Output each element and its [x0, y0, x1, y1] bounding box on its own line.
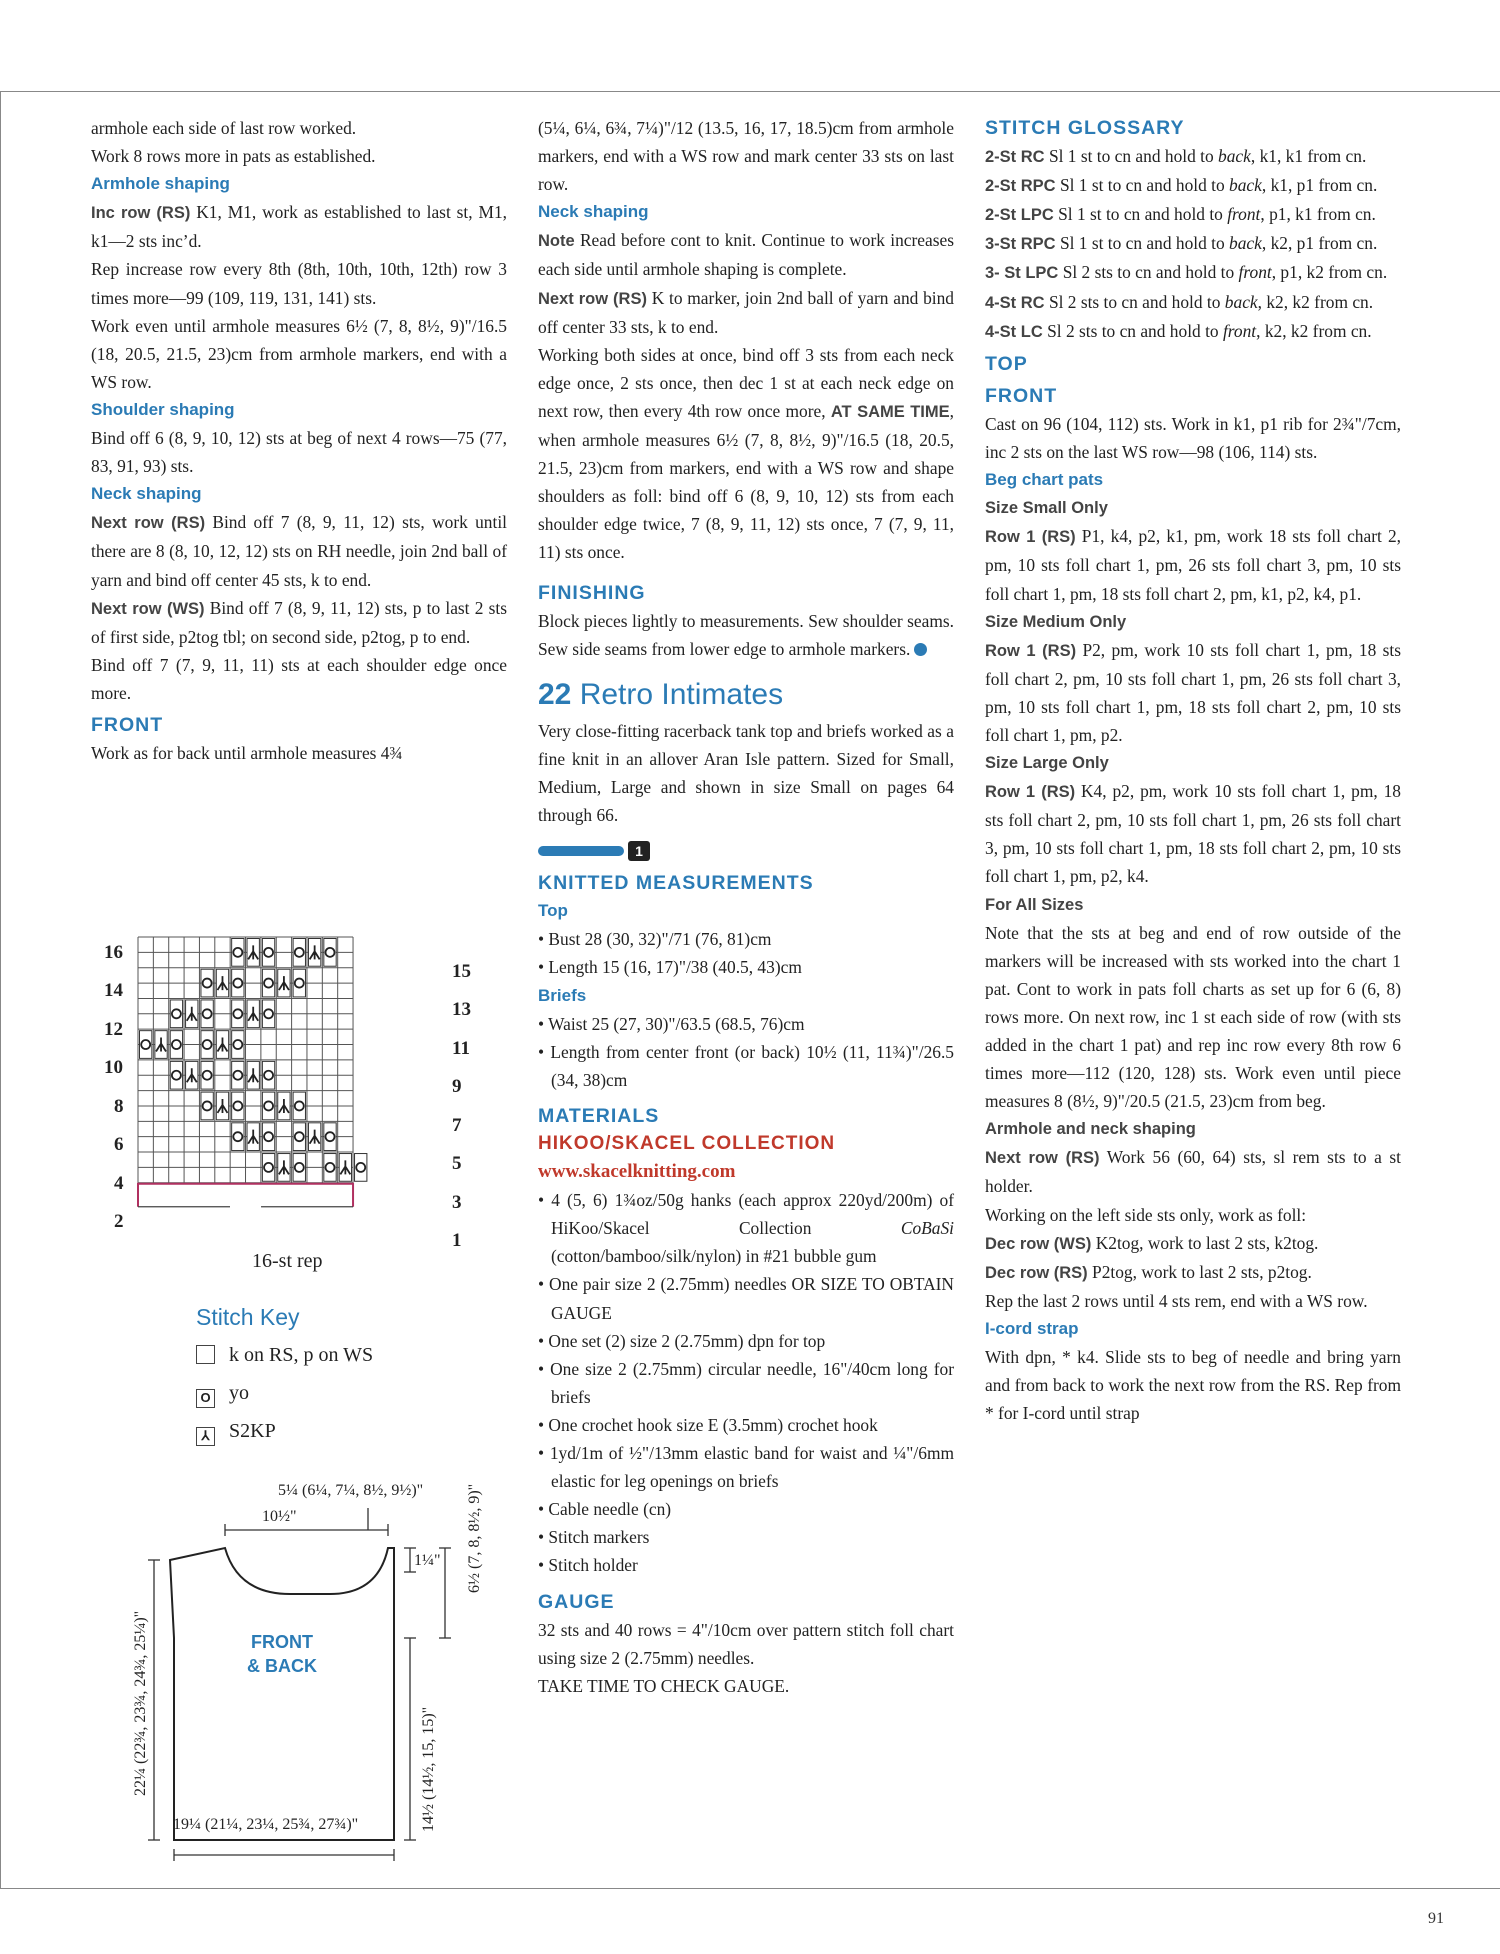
glossary-entry	[985, 229, 1401, 258]
subheading-armhole-shaping: Armhole shaping	[91, 174, 230, 194]
brand-url[interactable]: www.skacelknitting.com	[538, 1161, 736, 1183]
glossary-abbr: 4-St LC	[985, 322, 1043, 341]
list-item: • Cable needle (cn)	[538, 1499, 672, 1520]
subheading-icord-strap: I-cord strap	[985, 1318, 1079, 1338]
glossary-direction: back	[1229, 233, 1262, 254]
subheading-size-small: Size Small Only	[985, 499, 1108, 518]
schematic-side-length: 14½ (14½, 15, 15)"	[420, 1706, 437, 1832]
s2kp-icon	[279, 976, 289, 990]
yarn-over-stitch	[355, 1154, 367, 1182]
frame-bottom-rule	[0, 1888, 1500, 1889]
pattern-intro: Very close-fitting racerback tank top and briefs worked as a fine knit in an allover Aran Isle pattern. Sized for Small, Medium, Large and shown in size Small on pages 64 through 66.	[538, 720, 954, 826]
end-dot-icon	[914, 643, 927, 656]
row-text: K2tog, work to last 2 sts, k2tog.	[1091, 1232, 1319, 1253]
s2kp-stitch	[308, 939, 320, 967]
schematic-center-line: FRONT	[251, 1632, 313, 1652]
material-text: • 4 (5, 6) 1¾oz/50g hanks (each approx 220yd/200m) of HiKoo/Skacel Collection	[538, 1190, 954, 1239]
s2kp-stitch	[278, 1154, 290, 1182]
section-heading-front: FRONT	[91, 713, 164, 736]
glossary-text: , k2, p1 from cn.	[1261, 233, 1378, 254]
s2kp-icon	[248, 945, 258, 959]
subheading-beg-chart: Beg chart pats	[985, 470, 1104, 490]
key-label: k on RS, p on WS	[229, 1344, 374, 1366]
glossary-text: , k1, k1 from cn.	[1250, 146, 1367, 167]
yarn-over-icon	[233, 979, 242, 988]
yarn-over-stitch	[293, 1123, 305, 1151]
row-label: Next row (WS)	[91, 599, 205, 618]
s2kp-stitch	[186, 1000, 198, 1028]
yarn-over-icon	[295, 948, 304, 957]
schematic-bottom-width: 19¼ (21¼, 23¼, 25¾, 27¾)"	[173, 1816, 359, 1833]
pattern-title	[538, 677, 954, 713]
glossary-direction: back	[1218, 146, 1251, 167]
yarn-over-stitch	[201, 1092, 213, 1120]
yarn-over-stitch	[262, 1154, 274, 1182]
yarn-over-icon	[264, 1101, 273, 1110]
yarn-over-stitch	[262, 939, 274, 967]
glossary-text: , p1, k1 from cn.	[1260, 204, 1376, 225]
note-text: Read before cont to knit. Continue to work increases each side until armhole shaping is complete.	[538, 230, 954, 280]
yarn-over-stitch	[262, 969, 274, 997]
s2kp-stitch	[155, 1031, 167, 1059]
glossary-text: Sl 1 st to cn and hold to	[1044, 146, 1219, 167]
s2kp-stitch	[216, 1092, 228, 1120]
yarn-over-stitch	[324, 939, 336, 967]
section-heading-materials: MATERIALS	[538, 1104, 660, 1127]
page-number: 91	[1428, 1910, 1444, 1927]
yarn-over-icon	[172, 1009, 181, 1018]
glossary-text: Sl 1 st to cn and hold to	[1055, 175, 1230, 196]
row-label: Inc row (RS)	[91, 204, 191, 223]
row-number: 16	[104, 942, 123, 963]
schematic-outline	[170, 1548, 394, 1840]
subheading-top: Top	[538, 901, 568, 921]
text-paragraph: Rep the last 2 rows until 4 sts rem, end with a WS row.	[985, 1290, 1368, 1311]
column-left	[91, 114, 507, 767]
text-paragraph	[985, 777, 1401, 890]
s2kp-icon	[310, 1130, 320, 1144]
key-item-yo	[196, 1382, 249, 1408]
yarn-over-stitch	[201, 1061, 213, 1089]
row-text: P2, pm, work 10 sts foll chart 1, pm, 18 sts foll chart 2, pm, 10 sts foll chart 1, pm, 26 sts foll chart 3, pm, 10 sts foll chart 1, pm, 18 sts foll chart 2, pm, 10 sts foll chart 1, pm, p2.	[985, 639, 1401, 745]
text-paragraph	[985, 522, 1401, 607]
glossary-text: , k1, p1 from cn.	[1261, 175, 1378, 196]
row-label: Next row (RS)	[91, 514, 206, 533]
glossary-direction: back	[1229, 175, 1262, 196]
row-number: 7	[452, 1115, 462, 1136]
yarn-over-icon	[326, 1132, 335, 1141]
text-paragraph: Work even until armhole measures 6½ (7, 8, 8½, 9)"/16.5 (18, 20.5, 21.5, 23)cm from armhole markers, end with a WS row.	[91, 315, 507, 392]
glossary-text: , k2, k2 from cn.	[1257, 291, 1374, 312]
yarn-over-icon	[264, 1009, 273, 1018]
s2kp-icon	[340, 1160, 350, 1174]
schematic-neck-width: 10½"	[262, 1508, 297, 1525]
list-item: • Stitch markers	[538, 1527, 650, 1548]
text-paragraph	[91, 594, 507, 651]
knit-square-icon	[196, 1345, 215, 1364]
text-paragraph	[91, 508, 507, 593]
yarn-over-stitch	[324, 1123, 336, 1151]
yarn-over-icon	[233, 1009, 242, 1018]
s2kp-icon	[248, 1007, 258, 1021]
glossary-text: Sl 2 sts to cn and hold to	[1058, 262, 1239, 283]
yarn-over-stitch	[293, 939, 305, 967]
yarn-over-icon	[141, 1040, 150, 1049]
text-paragraph: (5¼, 6¼, 6¾, 7¼)"/12 (13.5, 16, 17, 18.5)cm from armhole markers, end with a WS row and mark center 33 sts on last row.	[538, 118, 954, 195]
subheading-briefs: Briefs	[538, 985, 587, 1005]
row-label: Row 1 (RS)	[985, 641, 1077, 660]
yarn-over-icon	[233, 1071, 242, 1080]
row-number: 5	[452, 1153, 462, 1174]
yarn-over-icon	[295, 1132, 304, 1141]
row-number: 2	[114, 1211, 124, 1232]
text-paragraph	[538, 607, 954, 663]
row-number: 11	[452, 1038, 470, 1059]
pattern-number: 22	[538, 677, 572, 711]
yarn-over-stitch	[170, 1031, 182, 1059]
s2kp-stitch	[247, 1061, 259, 1089]
glossary-text: Sl 2 sts to cn and hold to	[1042, 320, 1223, 341]
glossary-text: , k2, k2 from cn.	[1256, 320, 1372, 341]
row-label: Dec row (RS)	[985, 1263, 1088, 1282]
subheading-neck-shaping: Neck shaping	[91, 484, 202, 504]
row-label: Row 1 (RS)	[985, 528, 1076, 547]
key-label: S2KP	[229, 1420, 276, 1442]
row-text: P1, k4, p2, k1, pm, work 18 sts foll chart 2, pm, 10 sts foll chart 1, pm, 26 sts foll chart 3, pm, 10 sts foll chart 1, pm, 18 sts foll chart 2, pm, k1, p2, k4, p1.	[985, 526, 1401, 604]
finishing-text: Block pieces lightly to measurements. Sew shoulder seams. Sew side seams from lower edge to armhole markers.	[538, 610, 954, 659]
dimension-lines	[148, 1508, 451, 1861]
yarn-over-icon	[295, 979, 304, 988]
chart-repeat-label: 16-st rep	[252, 1250, 323, 1272]
row-label: Next row (RS)	[985, 1149, 1100, 1168]
text-paragraph: Working on the left side sts only, work as foll:	[985, 1204, 1307, 1225]
list-item: • One crochet hook size E (3.5mm) crochet hook	[538, 1414, 878, 1435]
s2kp-icon	[217, 1099, 227, 1113]
list-item: • Length from center front (or back) 10½ (11, 11¾)"/26.5 (34, 38)cm	[538, 1041, 954, 1090]
yarn-over-icon: O	[196, 1389, 215, 1408]
text-paragraph: armhole each side of last row worked.	[91, 118, 357, 138]
s2kp-icon	[248, 1068, 258, 1082]
glossary-abbr: 2-St RC	[985, 148, 1045, 167]
section-heading-front: FRONT	[985, 384, 1058, 407]
row-number: 15	[452, 961, 471, 982]
s2kp-icon	[279, 1160, 289, 1174]
s2kp-icon	[187, 1007, 197, 1021]
row-number: 10	[104, 1057, 123, 1078]
row-label: Next row (RS)	[538, 289, 647, 308]
text-paragraph	[985, 1258, 1401, 1287]
glossary-text: Sl 1 st to cn and hold to	[1053, 204, 1228, 225]
schematic-armhole-depth: 6½ (7, 8, 8½, 9)"	[466, 1483, 483, 1593]
list-item: • Length 15 (16, 17)"/38 (40.5, 43)cm	[538, 957, 802, 978]
s2kp-stitch	[247, 1000, 259, 1028]
text-paragraph: Work as for back until armhole measures 4¾	[91, 743, 403, 764]
row-label: Row 1 (RS)	[985, 783, 1076, 802]
s2kp-stitch	[247, 1123, 259, 1151]
yarn-over-stitch	[201, 1000, 213, 1028]
yarn-over-icon	[264, 1071, 273, 1080]
list-item: • One set (2) size 2 (2.75mm) dpn for top	[538, 1330, 826, 1351]
s2kp-icon	[279, 1099, 289, 1113]
glossary-direction: back	[1224, 291, 1258, 312]
emphasis-at-same-time: AT SAME TIME	[830, 402, 950, 421]
row-text: P2tog, work to last 2 sts, p2tog.	[1087, 1261, 1312, 1282]
text-paragraph: Rep increase row every 8th (8th, 10th, 10th, 12th) row 3 times more—99 (109, 119, 131, 141) sts.	[91, 259, 507, 308]
row-number: 8	[114, 1096, 124, 1117]
text-paragraph: With dpn, * k4. Slide sts to beg of needle and bring yarn and from back to work the next row from the RS. Rep from * for I-cord until strap	[985, 1347, 1401, 1424]
yarn-over-icon	[203, 1009, 212, 1018]
s2kp-stitch	[278, 1092, 290, 1120]
text-paragraph: Cast on 96 (104, 112) sts. Work in k1, p1 rib for 2¾"/7cm, inc 2 sts on the last WS row—98 (106, 114) sts.	[985, 413, 1401, 463]
yarn-over-stitch	[262, 1061, 274, 1089]
glossary-entry	[985, 288, 1401, 317]
glossary-text: Sl 2 sts to cn and hold to	[1044, 291, 1225, 312]
section-heading-measurements: KNITTED MEASUREMENTS	[538, 872, 814, 895]
yarn-over-icon	[233, 1101, 242, 1110]
s2kp-icon	[217, 1038, 227, 1052]
schematic-total-length: 22¼ (22¾, 23¾, 24¾, 25¼)"	[132, 1610, 149, 1796]
list-item: • Stitch holder	[538, 1555, 638, 1576]
row-number: 13	[452, 999, 471, 1020]
yarn-over-stitch	[293, 1092, 305, 1120]
skill-level	[538, 835, 954, 860]
row-text: Bind off 7 (8, 9, 11, 12) sts, work until there are 8 (8, 10, 12, 12) sts on RH needle, join 2nd ball of yarn and bind off center 45 sts, k to end.	[91, 512, 507, 590]
s2kp-icon	[310, 945, 320, 959]
yarn-over-icon	[233, 1040, 242, 1049]
schematic-shoulder-drop: 1¼"	[414, 1552, 441, 1569]
stitch-glossary	[985, 142, 1401, 346]
subheading-size-large: Size Large Only	[985, 754, 1109, 773]
column-right	[985, 114, 1401, 1427]
yarn-over-icon	[264, 1163, 273, 1172]
list-item: • Waist 25 (27, 30)"/63.5 (68.5, 76)cm	[538, 1013, 805, 1034]
text-paragraph	[538, 341, 954, 567]
row-number: 3	[452, 1192, 462, 1213]
list-item	[538, 1186, 954, 1270]
stitch-key-title: Stitch Key	[196, 1304, 300, 1330]
yarn-over-stitch	[232, 969, 244, 997]
s2kp-stitch	[308, 1123, 320, 1151]
glossary-abbr: 3- St LPC	[985, 264, 1059, 283]
yarn-over-icon	[295, 1101, 304, 1110]
subheading-shoulder-shaping: Shoulder shaping	[91, 399, 235, 419]
yarn-over-icon	[203, 1101, 212, 1110]
yarn-over-icon	[203, 1040, 212, 1049]
subheading-size-medium: Size Medium Only	[985, 612, 1127, 631]
yarn-over-stitch	[232, 1061, 244, 1089]
row-text: K to marker, join 2nd ball of yarn and bind off center 33 sts, k to end.	[538, 287, 954, 337]
yarn-over-stitch	[232, 1000, 244, 1028]
s2kp-icon	[156, 1038, 166, 1052]
pattern-name: Retro Intimates	[571, 677, 784, 711]
skill-badge: 1	[628, 841, 650, 861]
glossary-entry	[985, 258, 1401, 287]
glossary-abbr: 3-St RPC	[985, 235, 1056, 254]
glossary-entry	[985, 171, 1401, 200]
frame-left-rule	[0, 91, 1, 1889]
schematic-center-line: & BACK	[247, 1656, 317, 1676]
section-heading-gauge: GAUGE	[538, 1590, 615, 1613]
row-number: 1	[452, 1230, 462, 1251]
text-paragraph	[985, 1229, 1401, 1258]
text-paragraph	[538, 226, 954, 283]
column-middle	[538, 114, 954, 1700]
row-text: Bind off 7 (8, 9, 11, 12) sts, p to last 2 sts of first side, p2tog tbl; on second side, p2tog, p to end.	[91, 597, 507, 647]
yarn-over-stitch	[140, 1031, 152, 1059]
row-label: Dec row (WS)	[985, 1234, 1092, 1253]
yarn-over-stitch	[201, 969, 213, 997]
text-paragraph: Work 8 rows more in pats as established.	[91, 146, 376, 167]
glossary-direction: front	[1222, 320, 1257, 341]
yarn-over-icon	[295, 1163, 304, 1172]
schematic-top-width: 5¼ (6¼, 7¼, 8½, 9½)"	[278, 1482, 424, 1499]
yarn-over-stitch	[262, 1092, 274, 1120]
yarn-over-icon	[172, 1071, 181, 1080]
key-item-knit	[196, 1344, 373, 1367]
glossary-direction: front	[1238, 262, 1272, 283]
list-item: • One size 2 (2.75mm) circular needle, 16"/40cm long for briefs	[538, 1358, 954, 1407]
s2kp-stitch	[216, 1031, 228, 1059]
row-number: 12	[104, 1019, 123, 1040]
glossary-abbr: 2-St RPC	[985, 177, 1056, 196]
row-number: 4	[114, 1173, 124, 1194]
yarn-over-icon	[203, 979, 212, 988]
frame-top-rule	[0, 91, 1500, 92]
text-paragraph	[91, 198, 507, 255]
section-heading-stitch-glossary: STITCH GLOSSARY	[985, 117, 1185, 139]
section-heading-top: TOP	[985, 352, 1028, 375]
row-number: 6	[114, 1134, 124, 1155]
text-paragraph: Bind off 6 (8, 9, 10, 12) sts at beg of next 4 rows—75 (77, 83, 91, 93) sts.	[91, 428, 507, 477]
list-item: • 1yd/1m of ½"/13mm elastic band for waist and ¼"/6mm elastic for leg openings on briefs	[538, 1443, 954, 1492]
chart-repeat-bracket	[138, 1183, 353, 1185]
schematic-center-label	[230, 1630, 334, 1678]
yarn-over-stitch	[232, 1031, 244, 1059]
text-paragraph: Note that the sts at beg and end of row outside of the markers will be increased with sts worked into the chart 1 pat. Cont to work in pats foll charts as set up for 6 (6, 8) rows more. On next row, inc 1 st each side of row (with sts added in the chart 1 pat) and rep inc row every 8th row 6 times more—112 (120, 128) sts. Work even until piece measures 8 (8½, 9)"/20.5 (21.5, 23)cm from beg.	[985, 922, 1401, 1112]
row-number: 14	[104, 980, 123, 1001]
glossary-entry	[985, 200, 1401, 229]
yarn-over-icon	[356, 1163, 365, 1172]
yarn-rest: (cotton/bamboo/silk/nylon) in #21 bubble gum	[551, 1246, 877, 1267]
yarn-over-icon	[233, 1132, 242, 1141]
yarn-over-stitch	[262, 1123, 274, 1151]
yarn-over-icon	[326, 1163, 335, 1172]
yarn-over-stitch	[262, 1000, 274, 1028]
key-label: yo	[229, 1382, 249, 1404]
yarn-over-stitch	[293, 1154, 305, 1182]
s2kp-icon	[248, 1130, 258, 1144]
yarn-over-icon	[203, 1071, 212, 1080]
glossary-abbr: 4-St RC	[985, 293, 1045, 312]
yarn-over-stitch	[293, 969, 305, 997]
subheading-all-sizes: For All Sizes	[985, 895, 1084, 914]
subheading-neck-shaping: Neck shaping	[538, 202, 649, 222]
row-text: K1, M1, work as established to last st, M1, k1—2 sts inc’d.	[91, 202, 507, 252]
yarn-over-stitch	[324, 1154, 336, 1182]
glossary-entry	[985, 142, 1401, 171]
row-text: , when armhole measures 6½ (7, 8, 8½, 9)"/16.5 (18, 20.5, 21.5, 23)cm from markers, end with a WS row and shape shoulders as foll: bind off 6 (8, 9, 10, 12) sts from each shoulder edge twice, 7 (8, 9, 11, 12) sts once, 7 (7, 9, 11, 11) sts once.	[538, 400, 954, 563]
note-label: Note	[538, 232, 575, 251]
text-paragraph	[985, 1143, 1401, 1200]
yarn-over-icon	[326, 948, 335, 957]
s2kp-stitch	[186, 1061, 198, 1089]
key-item-s2kp	[196, 1420, 276, 1446]
list-item: • Bust 28 (30, 32)"/71 (76, 81)cm	[538, 929, 772, 950]
brand-name: HIKOO/SKACEL COLLECTION	[538, 1133, 836, 1154]
yarn-over-stitch	[170, 1000, 182, 1028]
s2kp-icon	[217, 976, 227, 990]
yarn-over-stitch	[170, 1061, 182, 1089]
section-heading-finishing: FINISHING	[538, 581, 646, 604]
text-paragraph	[985, 636, 1401, 749]
yarn-over-icon	[264, 1132, 273, 1141]
row-text: Work 56 (60, 64) sts, sl rem sts to a st holder.	[985, 1147, 1401, 1197]
s2kp-icon: ⅄	[196, 1427, 215, 1446]
s2kp-stitch	[278, 969, 290, 997]
glossary-text: Sl 1 st to cn and hold to	[1055, 233, 1230, 254]
yarn-over-stitch	[201, 1031, 213, 1059]
subheading-armhole-neck: Armhole and neck shaping	[985, 1120, 1196, 1139]
s2kp-stitch	[339, 1154, 351, 1182]
glossary-abbr: 2-St LPC	[985, 206, 1054, 225]
s2kp-icon	[187, 1068, 197, 1082]
yarn-over-icon	[264, 979, 273, 988]
yarn-over-icon	[264, 948, 273, 957]
yarn-name: CoBaSi	[900, 1218, 954, 1239]
glossary-entry	[985, 317, 1401, 346]
yarn-over-stitch	[232, 1092, 244, 1120]
s2kp-stitch	[247, 939, 259, 967]
text-paragraph	[538, 284, 954, 341]
yarn-over-icon	[172, 1040, 181, 1049]
text-paragraph: 32 sts and 40 rows = 4"/10cm over pattern stitch foll chart using size 2 (2.75mm) needles.	[538, 1619, 954, 1668]
row-text: Working both sides at once, bind off 3 sts from each neck edge once, 2 sts once, then dec 1 st at each neck edge on next row, then every 4th row once more,	[538, 344, 954, 421]
s2kp-stitch	[216, 969, 228, 997]
text-paragraph: TAKE TIME TO CHECK GAUGE.	[538, 1675, 790, 1696]
yarn-over-stitch	[232, 939, 244, 967]
list-item: • One pair size 2 (2.75mm) needles OR SIZE TO OBTAIN GAUGE	[538, 1274, 954, 1323]
text-paragraph: Bind off 7 (7, 9, 11, 11) sts at each shoulder edge once more.	[91, 654, 507, 703]
skill-bar-icon	[538, 846, 624, 856]
glossary-direction: front	[1227, 204, 1261, 225]
row-number: 9	[452, 1076, 462, 1097]
yarn-over-stitch	[232, 1123, 244, 1151]
glossary-text: , p1, k2 from cn.	[1271, 262, 1388, 283]
row-text: K4, p2, pm, work 10 sts foll chart 1, pm, 18 sts foll chart 2, pm, 10 sts foll chart 1, pm, 26 sts foll chart 3, pm, 10 sts foll chart 1, pm, 18 sts foll chart 2, pm, 10 sts foll chart 1, pm, p2, k4.	[985, 781, 1401, 887]
yarn-over-icon	[233, 948, 242, 957]
